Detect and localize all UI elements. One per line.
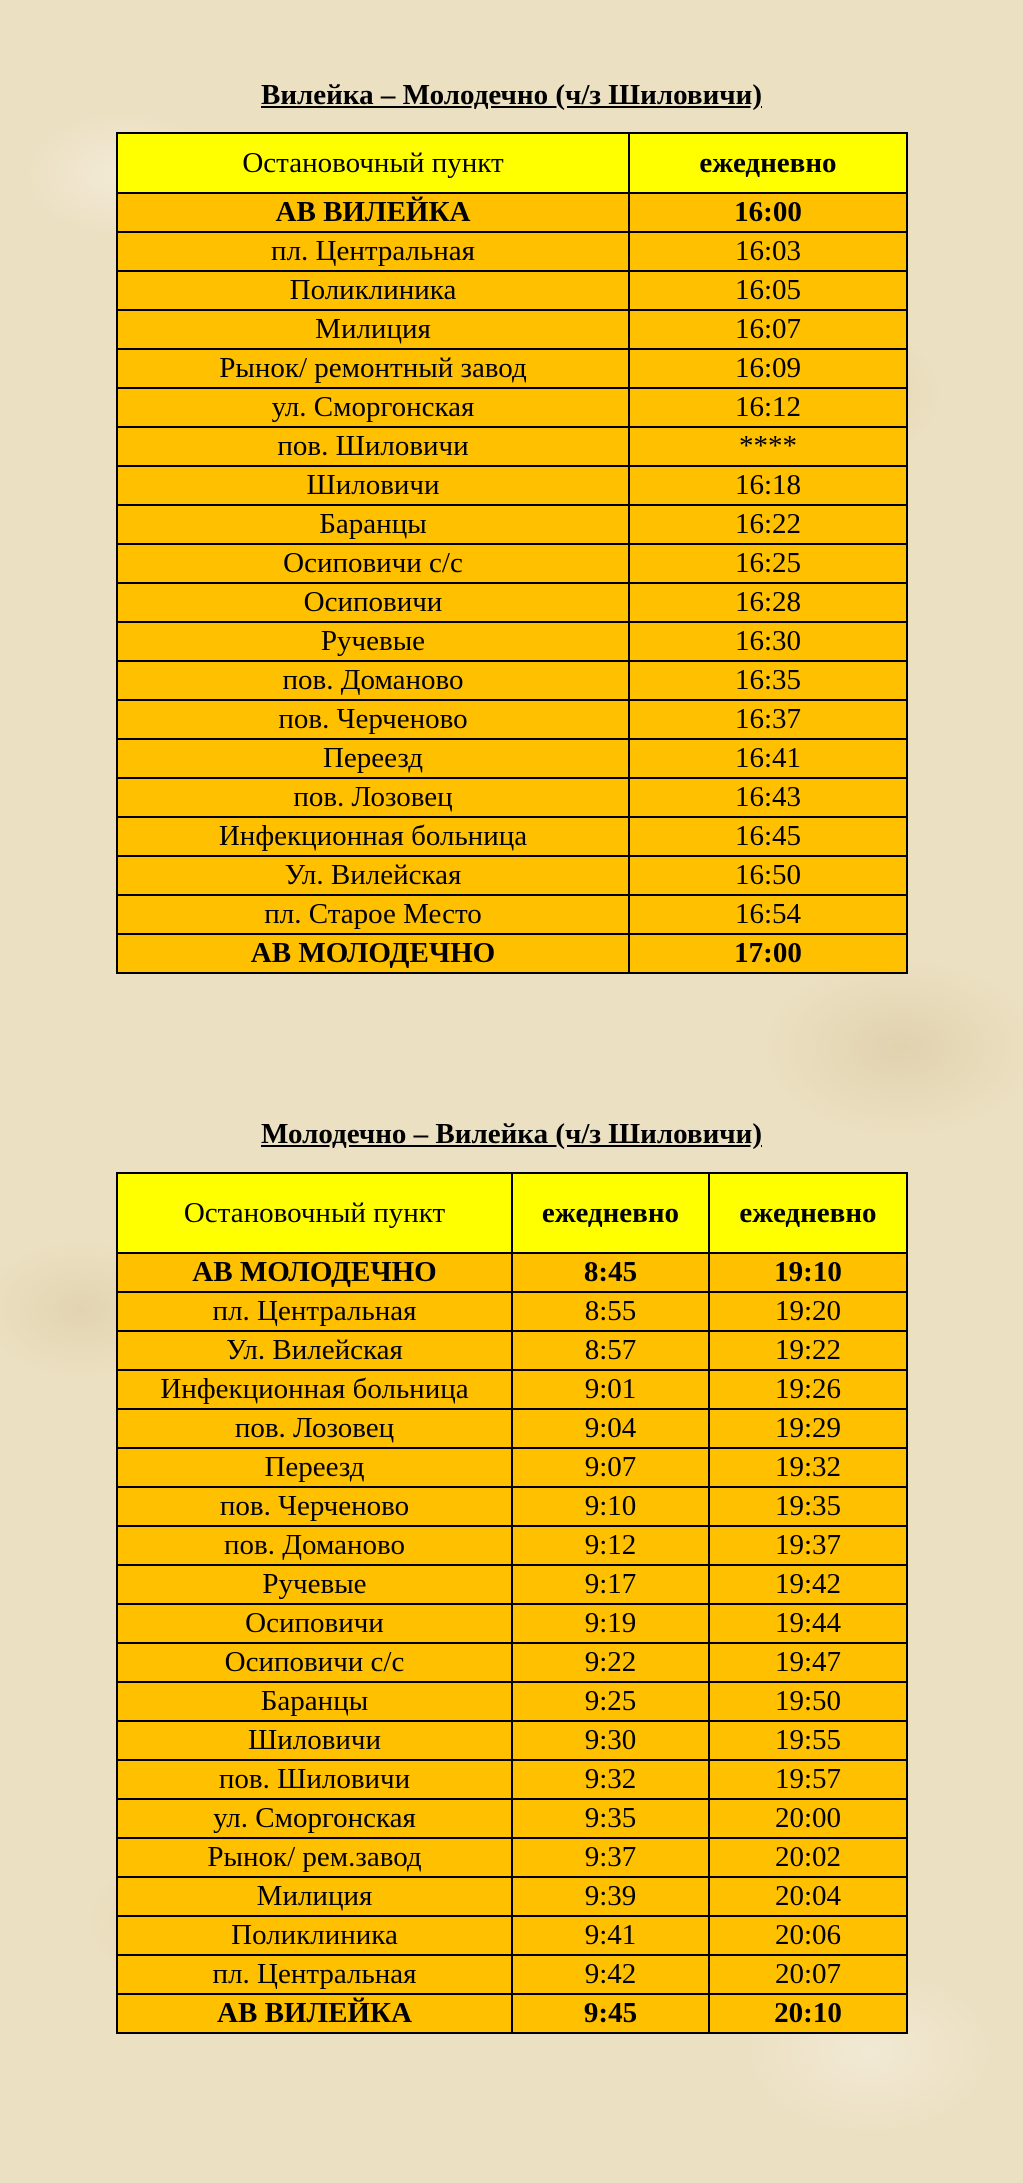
stop-name-cell: АВ МОЛОДЕЧНО xyxy=(117,934,629,973)
table-row xyxy=(117,895,907,934)
table-row xyxy=(117,505,907,544)
departure-time-cell: 16:35 xyxy=(629,661,907,700)
departure-time-cell: 16:41 xyxy=(629,739,907,778)
departure-time-cell: 19:55 xyxy=(709,1721,907,1760)
table-row xyxy=(117,1682,907,1721)
table-row xyxy=(117,778,907,817)
departure-time-cell: 9:17 xyxy=(512,1565,709,1604)
table-row xyxy=(117,661,907,700)
departure-time-cell: 9:39 xyxy=(512,1877,709,1916)
departure-time-cell: 16:00 xyxy=(629,193,907,232)
table-row xyxy=(117,1955,907,1994)
departure-time-cell: 16:54 xyxy=(629,895,907,934)
departure-time-cell: 20:07 xyxy=(709,1955,907,1994)
table-row xyxy=(117,349,907,388)
departure-time-cell: 9:25 xyxy=(512,1682,709,1721)
departure-time-cell: 16:12 xyxy=(629,388,907,427)
table-row xyxy=(117,1721,907,1760)
stop-name-cell: АВ МОЛОДЕЧНО xyxy=(117,1253,512,1292)
departure-time-cell: 19:22 xyxy=(709,1331,907,1370)
departure-time-cell: 8:57 xyxy=(512,1331,709,1370)
departure-time-cell: 20:04 xyxy=(709,1877,907,1916)
stop-name-cell: пл. Центральная xyxy=(117,1292,512,1331)
stop-name-cell: Осиповичи с/с xyxy=(117,544,629,583)
table-row xyxy=(117,1409,907,1448)
departure-time-cell: 19:35 xyxy=(709,1487,907,1526)
stop-name-cell: Инфекционная больница xyxy=(117,1370,512,1409)
stop-name-cell: Поликлиника xyxy=(117,1916,512,1955)
departure-time-cell: 16:05 xyxy=(629,271,907,310)
stop-name-cell: пов. Лозовец xyxy=(117,778,629,817)
schedule-title-vileyka-molodechno: Вилейка – Молодечно (ч/з Шиловичи) xyxy=(260,79,762,111)
stop-name-cell: Баранцы xyxy=(117,1682,512,1721)
departure-time-cell: 19:47 xyxy=(709,1643,907,1682)
table-row xyxy=(117,622,907,661)
table-row xyxy=(117,1448,907,1487)
departure-time-cell: 16:30 xyxy=(629,622,907,661)
departure-time-cell: 8:45 xyxy=(512,1253,709,1292)
table-row xyxy=(117,388,907,427)
stop-name-cell: Инфекционная больница xyxy=(117,817,629,856)
stop-name-cell: пл. Центральная xyxy=(117,232,629,271)
departure-time-cell: 19:42 xyxy=(709,1565,907,1604)
stop-name-cell: Ул. Вилейская xyxy=(117,1331,512,1370)
departure-time-cell: 20:10 xyxy=(709,1994,907,2033)
departure-time-cell: 16:45 xyxy=(629,817,907,856)
stop-name-cell: Милиция xyxy=(117,1877,512,1916)
table-row xyxy=(117,1994,907,2033)
stop-name-cell: Осиповичи xyxy=(117,1604,512,1643)
departure-time-cell: 20:02 xyxy=(709,1838,907,1877)
stop-name-cell: Рынок/ ремонтный завод xyxy=(117,349,629,388)
table-body xyxy=(117,1253,907,2033)
header-stop: Остановочный пункт xyxy=(117,133,629,193)
table-row xyxy=(117,1877,907,1916)
stop-name-cell: пов. Доманово xyxy=(117,661,629,700)
stop-name-cell: АВ ВИЛЕЙКА xyxy=(117,1994,512,2033)
table-row xyxy=(117,1331,907,1370)
departure-time-cell: 9:41 xyxy=(512,1916,709,1955)
stop-name-cell: пов. Шиловичи xyxy=(117,427,629,466)
table-header-row xyxy=(117,1173,907,1253)
schedule-table-molodechno-vileyka xyxy=(116,1172,908,2034)
departure-time-cell: 17:00 xyxy=(629,934,907,973)
table-row xyxy=(117,700,907,739)
table-row xyxy=(117,1799,907,1838)
table-row xyxy=(117,232,907,271)
table-row xyxy=(117,1292,907,1331)
stop-name-cell: Шиловичи xyxy=(117,466,629,505)
stop-name-cell: Переезд xyxy=(117,739,629,778)
stop-name-cell: Переезд xyxy=(117,1448,512,1487)
header-stop: Остановочный пункт xyxy=(117,1173,512,1253)
table-row xyxy=(117,1916,907,1955)
stop-name-cell: Осиповичи с/с xyxy=(117,1643,512,1682)
stop-name-cell: пл. Центральная xyxy=(117,1955,512,1994)
table-row xyxy=(117,739,907,778)
departure-time-cell: **** xyxy=(629,427,907,466)
departure-time-cell: 9:37 xyxy=(512,1838,709,1877)
departure-time-cell: 16:25 xyxy=(629,544,907,583)
table-row xyxy=(117,1370,907,1409)
table-row xyxy=(117,1643,907,1682)
stop-name-cell: ул. Сморгонская xyxy=(117,388,629,427)
schedule-title-molodechno-vileyka: Молодечно – Вилейка (ч/з Шиловичи) xyxy=(260,1118,762,1150)
departure-time-cell: 19:37 xyxy=(709,1526,907,1565)
stop-name-cell: пов. Черченово xyxy=(117,700,629,739)
departure-time-cell: 9:22 xyxy=(512,1643,709,1682)
departure-time-cell: 16:18 xyxy=(629,466,907,505)
departure-time-cell: 19:10 xyxy=(709,1253,907,1292)
table-row xyxy=(117,583,907,622)
departure-time-cell: 20:00 xyxy=(709,1799,907,1838)
stop-name-cell: ул. Сморгонская xyxy=(117,1799,512,1838)
stop-name-cell: Милиция xyxy=(117,310,629,349)
stop-name-cell: Баранцы xyxy=(117,505,629,544)
departure-time-cell: 16:50 xyxy=(629,856,907,895)
stop-name-cell: Ручевые xyxy=(117,622,629,661)
departure-time-cell: 9:19 xyxy=(512,1604,709,1643)
table-row xyxy=(117,856,907,895)
stop-name-cell: АВ ВИЛЕЙКА xyxy=(117,193,629,232)
departure-time-cell: 9:30 xyxy=(512,1721,709,1760)
departure-time-cell: 9:12 xyxy=(512,1526,709,1565)
departure-time-cell: 16:43 xyxy=(629,778,907,817)
table-row xyxy=(117,193,907,232)
departure-time-cell: 9:42 xyxy=(512,1955,709,1994)
departure-time-cell: 8:55 xyxy=(512,1292,709,1331)
departure-time-cell: 16:03 xyxy=(629,232,907,271)
departure-time-cell: 19:26 xyxy=(709,1370,907,1409)
table-row xyxy=(117,544,907,583)
departure-time-cell: 19:20 xyxy=(709,1292,907,1331)
departure-time-cell: 9:32 xyxy=(512,1760,709,1799)
departure-time-cell: 9:07 xyxy=(512,1448,709,1487)
table-row xyxy=(117,271,907,310)
departure-time-cell: 16:07 xyxy=(629,310,907,349)
stop-name-cell: Ул. Вилейская xyxy=(117,856,629,895)
stop-name-cell: Ручевые xyxy=(117,1565,512,1604)
table-row xyxy=(117,1838,907,1877)
departure-time-cell: 16:09 xyxy=(629,349,907,388)
departure-time-cell: 19:50 xyxy=(709,1682,907,1721)
departure-time-cell: 16:28 xyxy=(629,583,907,622)
departure-time-cell: 19:32 xyxy=(709,1448,907,1487)
stop-name-cell: Осиповичи xyxy=(117,583,629,622)
stop-name-cell: Рынок/ рем.завод xyxy=(117,1838,512,1877)
table-row xyxy=(117,466,907,505)
departure-time-cell: 20:06 xyxy=(709,1916,907,1955)
table-header-row xyxy=(117,133,907,193)
table-row xyxy=(117,817,907,856)
stop-name-cell: Шиловичи xyxy=(117,1721,512,1760)
table-body xyxy=(117,193,907,973)
stop-name-cell: пов. Шиловичи xyxy=(117,1760,512,1799)
table-row xyxy=(117,1760,907,1799)
table-row xyxy=(117,1487,907,1526)
departure-time-cell: 19:57 xyxy=(709,1760,907,1799)
departure-time-cell: 16:22 xyxy=(629,505,907,544)
departure-time-cell: 19:29 xyxy=(709,1409,907,1448)
header-daily: ежедневно xyxy=(629,133,907,193)
stop-name-cell: пов. Лозовец xyxy=(117,1409,512,1448)
table-row xyxy=(117,934,907,973)
table-row xyxy=(117,1253,907,1292)
departure-time-cell: 9:04 xyxy=(512,1409,709,1448)
table-row xyxy=(117,310,907,349)
stop-name-cell: пов. Доманово xyxy=(117,1526,512,1565)
header-daily: ежедневно xyxy=(512,1173,709,1253)
stop-name-cell: пл. Старое Место xyxy=(117,895,629,934)
departure-time-cell: 9:45 xyxy=(512,1994,709,2033)
table-row xyxy=(117,1604,907,1643)
table-row xyxy=(117,1526,907,1565)
departure-time-cell: 19:44 xyxy=(709,1604,907,1643)
departure-time-cell: 9:01 xyxy=(512,1370,709,1409)
stop-name-cell: пов. Черченово xyxy=(117,1487,512,1526)
schedule-table-vileyka-molodechno xyxy=(116,132,908,974)
table-row xyxy=(117,427,907,466)
table-row xyxy=(117,1565,907,1604)
header-daily: ежедневно xyxy=(709,1173,907,1253)
stop-name-cell: Поликлиника xyxy=(117,271,629,310)
departure-time-cell: 9:35 xyxy=(512,1799,709,1838)
departure-time-cell: 9:10 xyxy=(512,1487,709,1526)
departure-time-cell: 16:37 xyxy=(629,700,907,739)
